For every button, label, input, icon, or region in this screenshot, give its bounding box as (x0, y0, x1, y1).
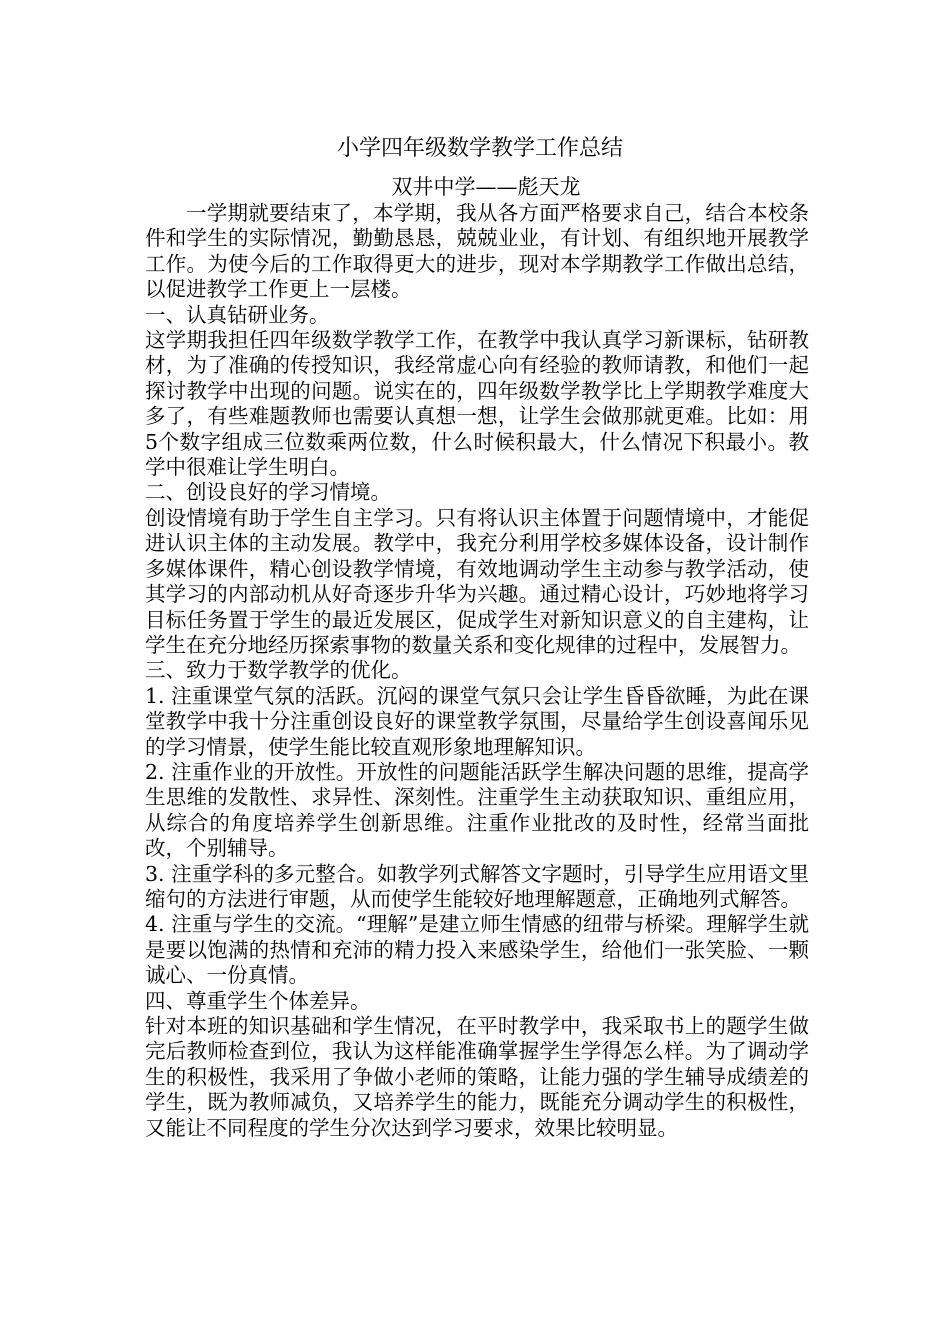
section-heading-2: 二、创设良好的学习情境。 (145, 480, 391, 505)
section-4-paragraph-1: 针对本班的知识基础和学生情况，在平时教学中，我采取书上的题学生做完后教师检查到位，我认为这样能准确掌握学生学得怎么样。为了调动学生的积极性，我采用了争做小老师的策略，让能力强的学生辅导成绩差的学生，既为教师减负，又培养学生的能力，既能充分调动学生的积极性，又能让不同程度的学生分次达到学习要求，效果比较明显。 (145, 1014, 809, 1140)
section-heading-4: 四、尊重学生个体差异。 (145, 988, 371, 1013)
section-3-item-2: 2. 注重作业的开放性。开放性的问题能活跃学生解决问题的思维，提高学生思维的发散性、求异性、深刻性。注重学生主动获取知识、重组应用，从综合的角度培养学生创新思维。注重作业批改的及时性，经常当面批改，个别辅导。 (145, 759, 809, 861)
section-heading-3: 三、致力于数学教学的优化。 (145, 658, 412, 683)
section-heading-1: 一、认真钻研业务。 (145, 302, 330, 327)
intro-paragraph: 一学期就要结束了，本学期，我从各方面严格要求自己，结合本校条件和学生的实际情况，勤勤恳恳，兢兢业业，有计划、有组织地开展教学工作。为使今后的工作取得更大的进步，现对本学期教学工作做出总结，以促进教学工作更上一层楼。 (145, 201, 809, 302)
section-3-item-4: 4. 注重与学生的交流。“理解”是建立师生情感的纽带与桥梁。理解学生就是要以饱满的热情和充沛的精力投入来感染学生，给他们一张笑脸、一颗诚心、一份真情。 (145, 912, 809, 988)
section-3-item-1: 1. 注重课堂气氛的活跃。沉闷的课堂气氛只会让学生昏昏欲睡，为此在课堂教学中我十分注重创设良好的课堂教学氛围，尽量给学生创设喜闻乐见的学习情景，使学生能比较直观形象地理解知识。 (145, 683, 809, 759)
document-title: 小学四年级数学教学工作总结 (336, 136, 623, 161)
document-page (145, 130, 809, 1141)
section-2-paragraph-1: 创设情境有助于学生自主学习。只有将认识主体置于问题情境中，才能促进认识主体的主动发展。教学中，我充分利用学校多媒体设备，设计制作多媒体课件，精心创设教学情境，有效地调动学生主动参与教学活动，使其学习的内部动机从好奇逐步升华为兴趣。通过精心设计，巧妙地将学习目标任务置于学生的最近发展区，促成学生对新知识意义的自主建构，让学生在充分地经历探索事物的数量关系和变化规律的过程中，发展智力。 (145, 505, 809, 657)
document-author: 双井中学——彪天龙 (391, 175, 581, 199)
section-3-item-3: 3. 注重学科的多元整合。如教学列式解答文字题时，引导学生应用语文里缩句的方法进行审题，从而使学生能较好地理解题意，正确地列式解答。 (145, 861, 809, 911)
section-1-paragraph-1: 这学期我担任四年级数学教学工作，在教学中我认真学习新课标，钻研教材，为了准确的传授知识，我经常虚心向有经验的教师请教，和他们一起探讨教学中出现的问题。说实在的，四年级数学教学比上学期教学难度大多了，有些难题教师也需要认真想一想，让学生会做那就更难。比如：用5个数字组成三位数乘两位数，什么时候积最大，什么情况下积最小。教学中很难让学生明白。 (145, 328, 809, 480)
